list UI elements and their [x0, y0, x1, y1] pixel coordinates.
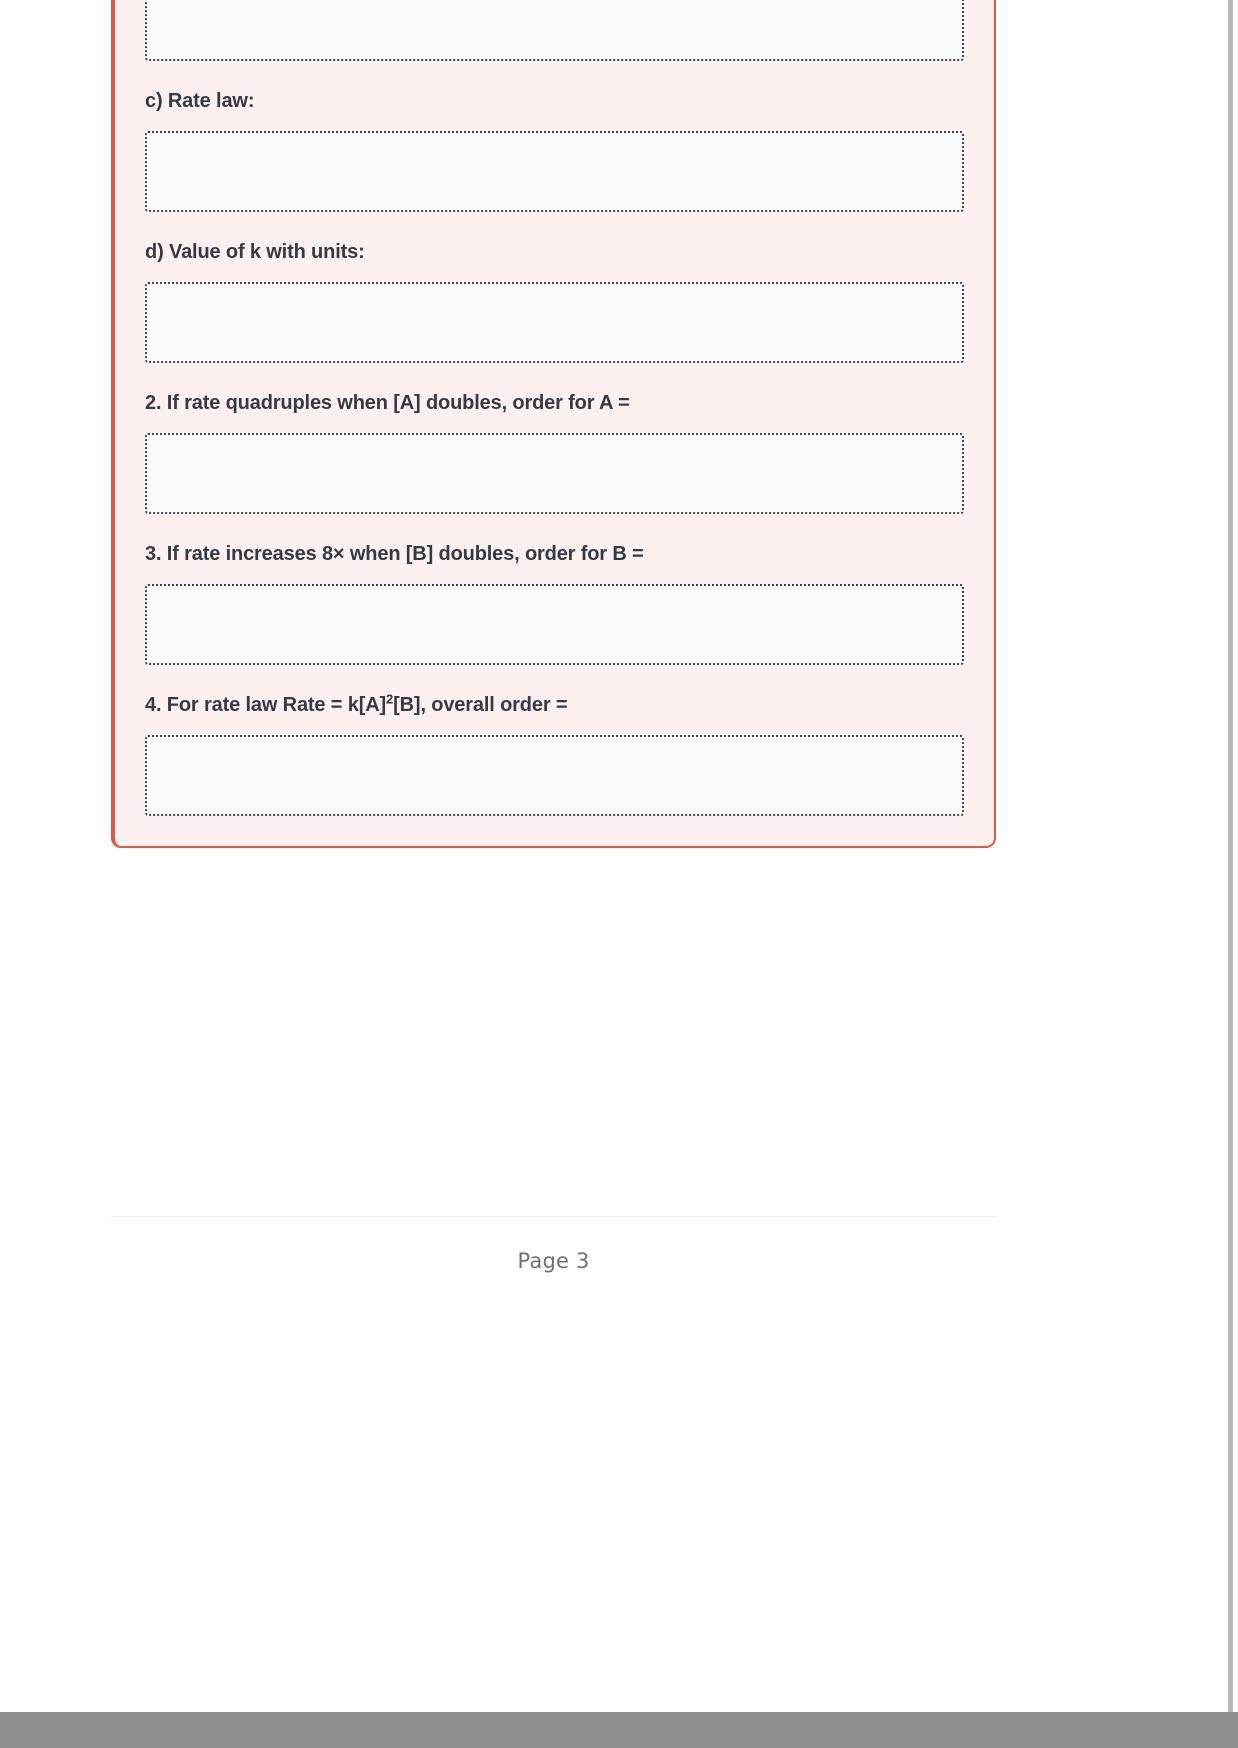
vertical-scrollbar-track[interactable] — [1228, 0, 1233, 1712]
question-label-c: c) Rate law: — [145, 90, 255, 112]
answer-box-4[interactable] — [145, 735, 964, 816]
question-label-d: d) Value of k with units: — [145, 241, 365, 263]
horizontal-scrollbar-track[interactable] — [0, 1712, 1238, 1748]
question-label-4 — [145, 691, 964, 719]
answer-box-c[interactable] — [145, 131, 964, 212]
answer-box-3[interactable] — [145, 584, 964, 665]
page-number-label: Page 3 — [517, 1249, 590, 1273]
page-footer — [111, 1216, 996, 1273]
question-label-3: 3. If rate increases 8× when [B] doubles, order for B = — [145, 543, 644, 565]
question-4-suffix: [B], overall order = — [393, 694, 568, 716]
question-4-prefix: 4. For rate law Rate = k[A] — [145, 694, 387, 716]
question-label-2: 2. If rate quadruples when [A] doubles, order for A = — [145, 392, 630, 414]
vertical-scrollbar-thumb[interactable] — [1228, 0, 1233, 1712]
worksheet-card — [111, 0, 996, 848]
question-4-exponent: 2 — [386, 691, 394, 707]
answer-box-b[interactable] — [145, 0, 964, 61]
answer-box-2[interactable] — [145, 433, 964, 514]
horizontal-scrollbar-thumb[interactable] — [0, 1712, 1238, 1748]
answer-box-d[interactable] — [145, 282, 964, 363]
